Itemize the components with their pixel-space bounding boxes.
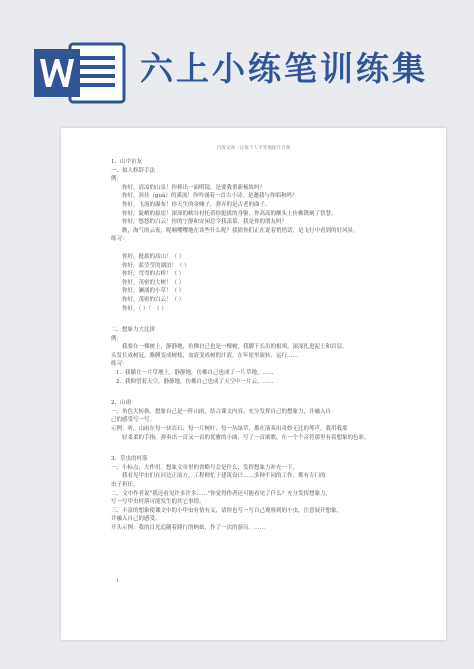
text-line: 三、丰富的想象使课文中的小甲虫有情有义，请你也写一写自己观察到的小虫，注意展开想象， bbox=[111, 507, 343, 514]
exercise-line: 你好，弯弯的古桥！（ ） bbox=[122, 271, 185, 278]
text-line: 我要在一棵树上，静静地，仿佛自己也是一棵树，我脚下长出的根须，深深扎进泥土和岩层， bbox=[122, 344, 348, 351]
text-line: 你好，陡峭的悬崖！深深的峡谷衬托着你挺拔的身躯，你高高的额头上仿佛镌刻了智慧。 bbox=[122, 210, 337, 217]
page-content bbox=[111, 158, 411, 533]
text-line: 我看见甲虫们在河边正前方，工程师忙于建筑设计……多种不同的工作，都有专门的 bbox=[122, 473, 326, 480]
subheading: 一、拟人修辞手法 bbox=[111, 167, 156, 174]
section-mountain-rain bbox=[111, 399, 411, 442]
section-heading: 1、山中访友 bbox=[111, 159, 142, 165]
section-heading: 3、草虫的村落 bbox=[111, 456, 148, 463]
practice-label: 练习： bbox=[111, 361, 128, 368]
section-insect-village bbox=[111, 455, 411, 532]
text-line: 二、文中作者说“我还看见许多许多……”你觉得作者还可能看见了什么？充分发挥想象力， bbox=[111, 490, 332, 497]
example-label: 例： bbox=[111, 176, 123, 183]
text-line: 示例：听，山雨在每一块岩石、每一片树叶、每一丛绿草，都在演奏出奇妙无比的琴声，我用我那 bbox=[111, 426, 348, 433]
banner-title: 六上小练笔训练集 bbox=[140, 49, 428, 88]
word-logo-icon bbox=[32, 38, 130, 108]
exercise-line: 你好，茂密的大树！（ ） bbox=[122, 279, 185, 286]
example-label: 例： bbox=[111, 335, 123, 342]
text-line: 写一写甲虫村落可能发生的其它事情。 bbox=[111, 499, 205, 506]
text-line: 轻柔柔的手指，弹奏出一首又一首的优雅的小曲，写了一首颂歌，在一个个音符那里有着想象的色彩。 bbox=[122, 434, 370, 441]
page-header: 百度文库 - 让每个人平等地提升自我 bbox=[216, 146, 291, 151]
text-line: 并融入自己的感受。 bbox=[111, 516, 161, 523]
exercise-line: 1．我躺在一片草地上，静静地，仿佛自己也成了一片草地。…… bbox=[116, 370, 274, 377]
exercise-line: 你好，蓝莹莹的湖泊！（ ） bbox=[122, 262, 190, 269]
text-line: 开头示例：我的目光追随着爬行的蚂蚁，作了一次的游历。…… bbox=[111, 524, 266, 531]
section-mountain-friend bbox=[111, 158, 411, 313]
exercise-line: 你好，（ ）！（ ） bbox=[122, 305, 167, 312]
exercise-line: 你好，挺拔的高山！（ ） bbox=[122, 253, 185, 260]
text-line: 瞧，淘气的云雀，呢喃嘤嘤地在谈些什么呢？我猜你们正在说着悄悄话，是飞行中看到的好风景。 bbox=[122, 227, 359, 234]
section-heading: 2、山雨 bbox=[111, 400, 131, 407]
subheading: 二、想象力大比拼 bbox=[111, 327, 156, 334]
text-line: 己的感受写一写。 bbox=[111, 417, 156, 424]
exercise-line: 你好，茂密的白云！（ ） bbox=[122, 296, 185, 303]
exercise-line: 2．我仰望着天空，静静地，仿佛自己也成了天空中一片云。…… bbox=[116, 378, 274, 385]
practice-label: 练习： bbox=[111, 236, 128, 243]
text-line: 头发长成树冠，胳膊变成树枝，血液变成树的汁液，在年轮里流转、运行…… bbox=[111, 352, 299, 359]
document-page bbox=[61, 128, 446, 640]
text-line: 虫子担任。 bbox=[111, 482, 139, 488]
exercise-line: 你好，澜涌的小草！（ ） bbox=[122, 288, 185, 295]
text-line: 你好，斜挂（guà）的溪流！你吟诵着一首古小诗，是邀我与你唱和吗？ bbox=[122, 193, 298, 200]
text-line: 一、小标点，大作用。想象文章里的省略号会是什么，发挥想象力补充一下。 bbox=[111, 464, 299, 471]
section-imagination bbox=[111, 326, 411, 386]
text-line: 一、角色大转换，想象自己是一阵山雨，结合课文内容，充分发挥自己的想象力，并融入自 bbox=[111, 408, 332, 415]
page-number: 1 bbox=[116, 578, 120, 584]
text-line: 你好，飞流的瀑布！你天生的金嗓子，弹弄的是古老的曲子。 bbox=[122, 201, 271, 208]
text-line: 你好，清凉的山泉！你捧出一面明镜，是要我重新梳妆吗？ bbox=[122, 184, 266, 191]
text-line: 你好，悠悠的白云！你的宁静和安闲总令我羡慕，我是你的朋友吗？ bbox=[122, 219, 288, 226]
